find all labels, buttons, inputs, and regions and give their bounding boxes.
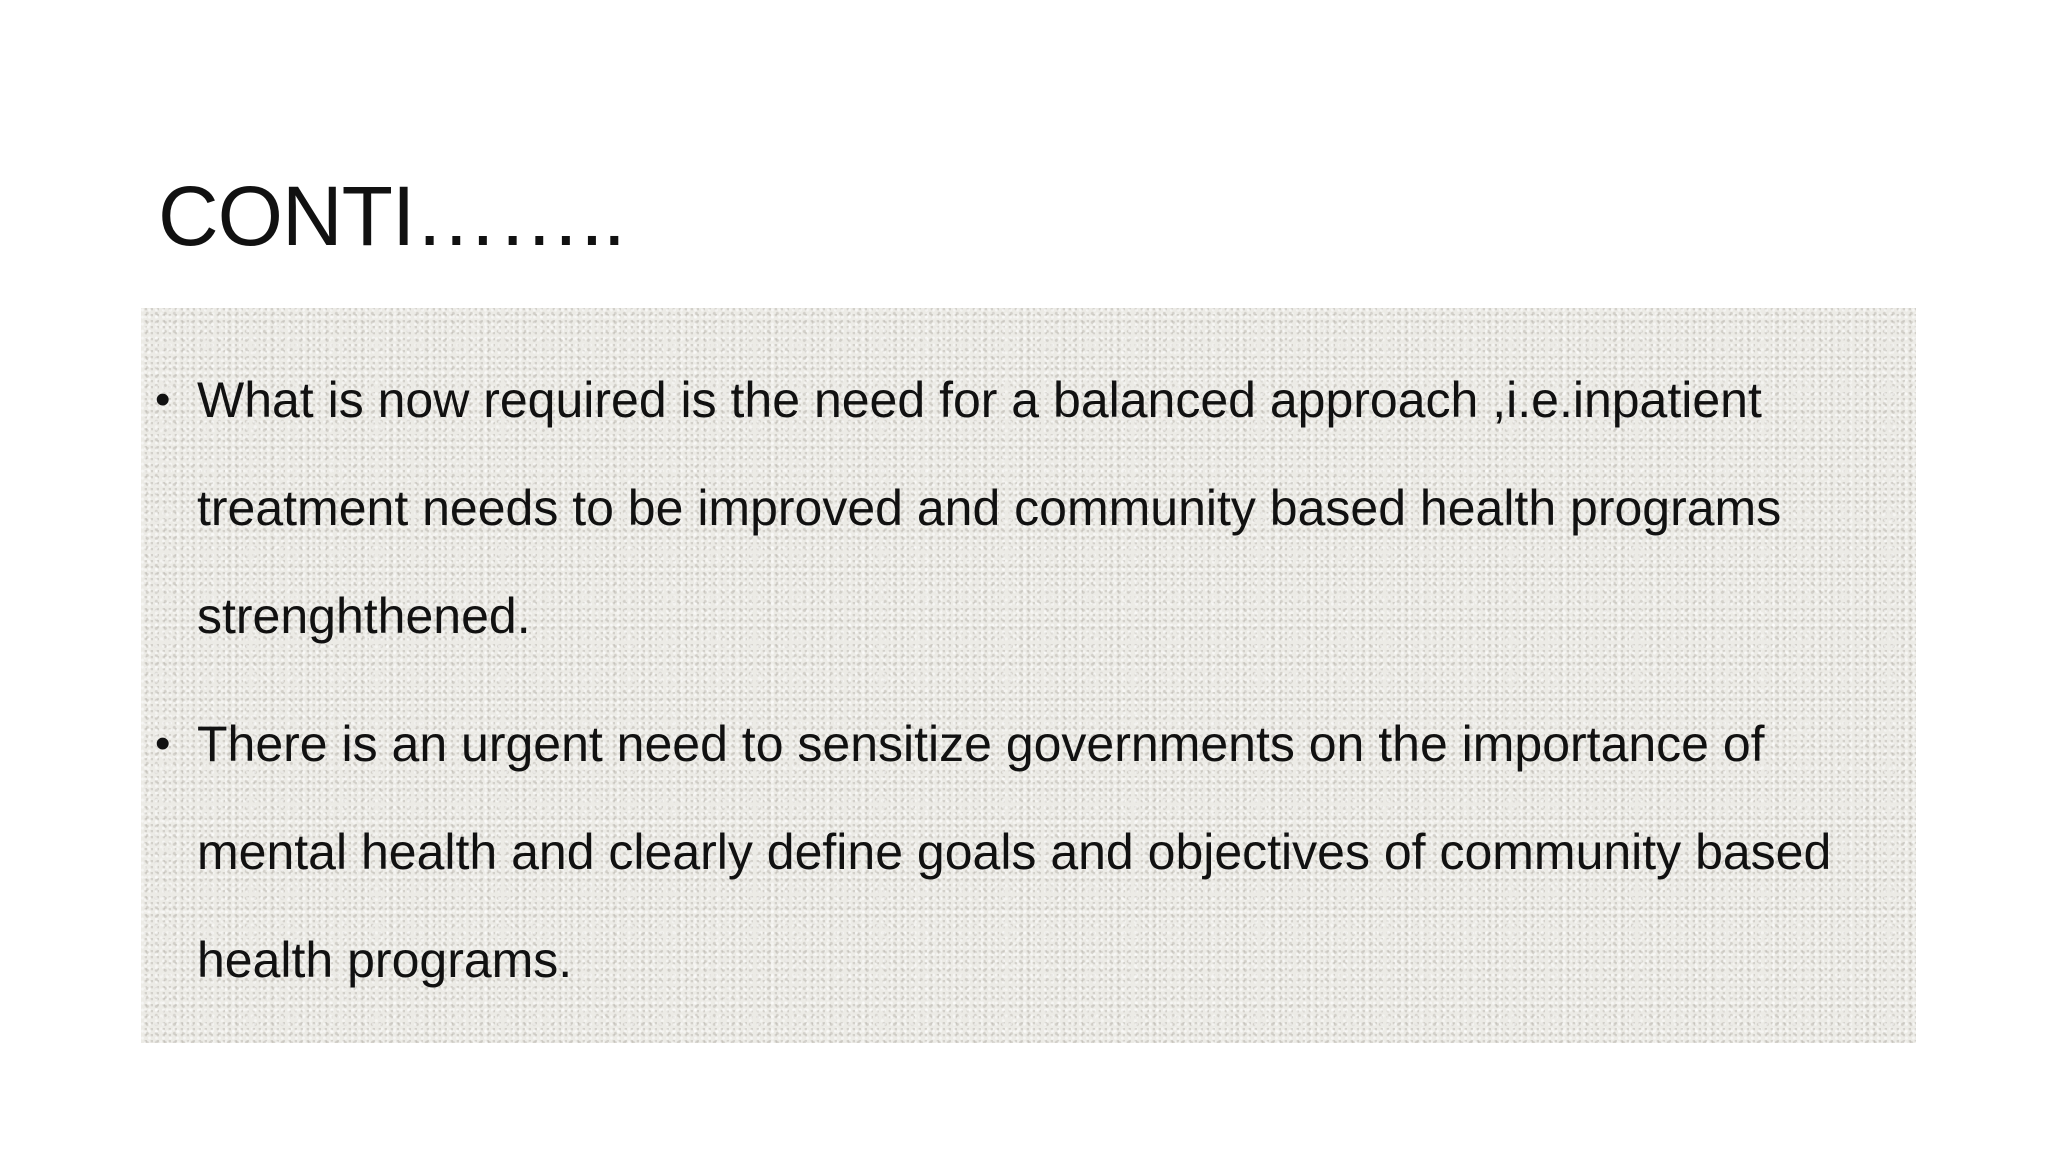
slide-title: CONTI…….. [158, 169, 625, 264]
bullet-item [141, 690, 1916, 1014]
bullet-dot-icon: • [155, 719, 171, 768]
bullet-item [141, 346, 1916, 670]
bullet-text: There is an urgent need to sensitize governments on the importance of mental health and clearly define goals and objectives of community based health programs. [197, 716, 1832, 988]
content-box [141, 308, 1916, 1043]
bullet-text: What is now required is the need for a balanced approach ,i.e.inpatient treatment needs to be improved and community based health programs strenghthened. [197, 372, 1782, 644]
bullet-dot-icon: • [155, 375, 171, 424]
bullet-list [141, 346, 1916, 1034]
